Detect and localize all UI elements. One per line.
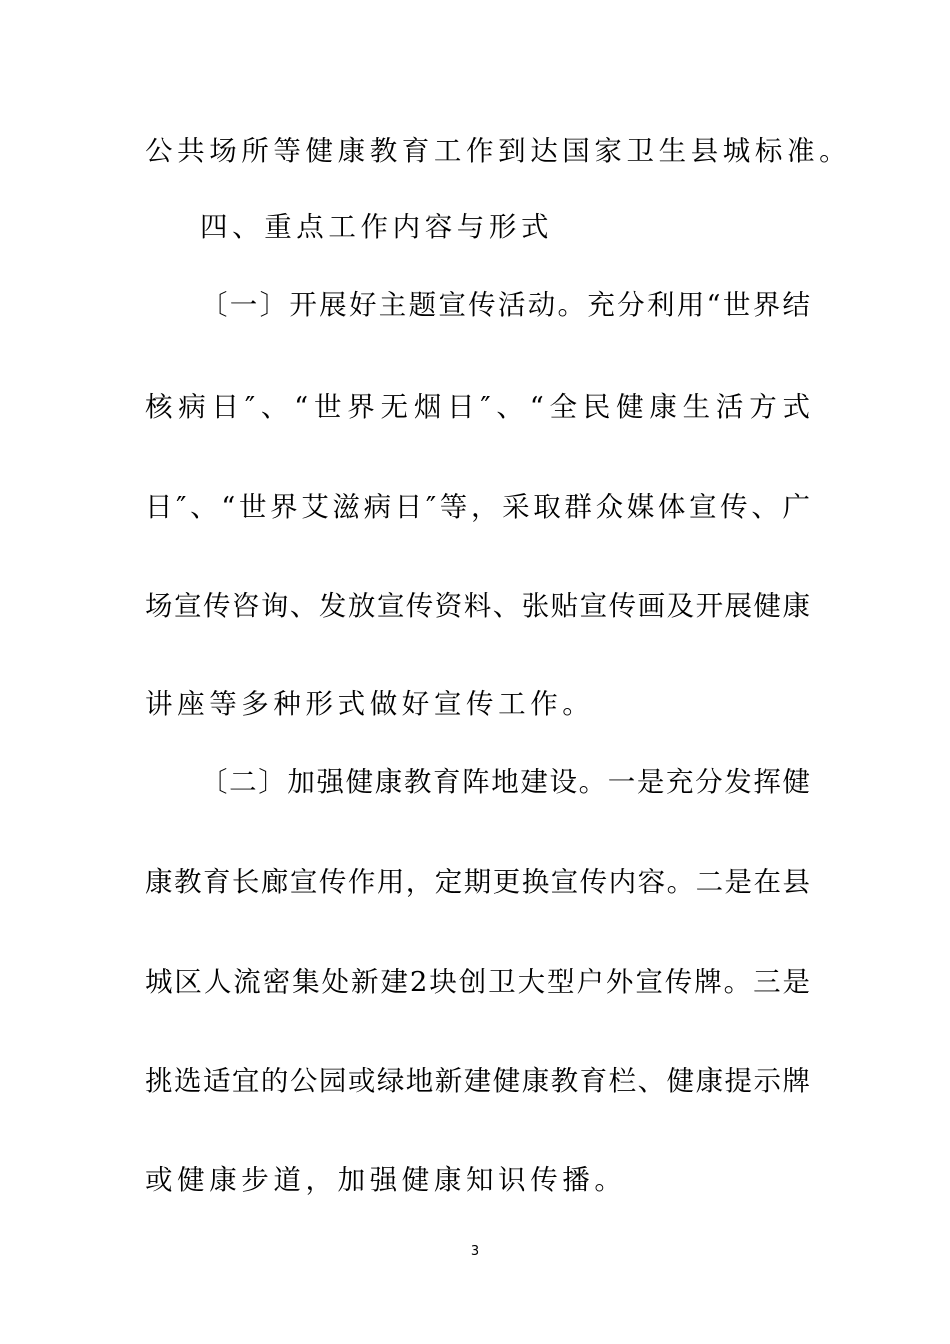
paragraph-line: 或健康步道，加强健康知识传播。 xyxy=(145,1164,627,1196)
paragraph-line: 公共场所等健康教育工作到达国家卫生县城标准。 xyxy=(145,135,852,167)
paragraph-line: 〔一〕开展好主题宣传活动。充分利用“世界结 xyxy=(200,289,810,321)
paragraph-line: 康教育长廊宣传作用，定期更换宣传内容。二是在县 xyxy=(145,866,810,898)
section-heading: 四、重点工作内容与形式 xyxy=(200,211,554,243)
paragraph-line: 讲座等多种形式做好宣传工作。 xyxy=(145,688,595,720)
paragraph-line: 核病日″、“世界无烟日″、“全民健康生活方式 xyxy=(145,391,810,423)
paragraph-line: 场宣传咨询、发放宣传资料、张贴宣传画及开展健康 xyxy=(145,590,810,622)
page-number: 3 xyxy=(470,1244,480,1259)
paragraph-line: 日″、“世界艾滋病日″等，采取群众媒体宣传、广 xyxy=(145,491,810,523)
paragraph-line: 〔二〕加强健康教育阵地建设。一是充分发挥健 xyxy=(200,766,810,798)
paragraph-line: 城区人流密集处新建2块创卫大型户外宣传牌。三是 xyxy=(145,966,810,998)
paragraph-line: 挑选适宜的公园或绿地新建健康教育栏、健康提示牌 xyxy=(145,1065,810,1097)
